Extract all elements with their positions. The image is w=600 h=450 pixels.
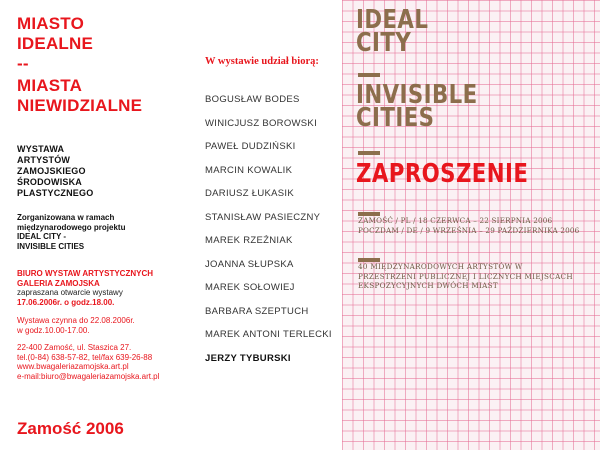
artist-item: JOANNA SŁUPSKA <box>205 258 294 270</box>
address-line: 22-400 Zamość, ul. Staszica 27. <box>17 343 132 352</box>
poster-desc-line: EKSPOZYCYJNYCH DWÓCH MIAST <box>358 281 498 290</box>
bureau-line: 17.06.2006r. o godz.18.00. <box>17 297 115 307</box>
invitation-poster <box>342 0 600 450</box>
poster-desc-line: 40 MIĘDZYNARODOWYCH ARTYSTÓW W <box>358 262 523 271</box>
artist-item: BARBARA SZEPTUCH <box>205 305 309 317</box>
poster-dash-divider <box>358 73 380 77</box>
bureau-line: zapraszana otwarcie wystawy <box>17 288 123 298</box>
exhibition-line: WYSTAWA <box>17 144 65 154</box>
artist-item: PAWEŁ DUDZIŃSKI <box>205 141 296 152</box>
artist-item: DARIUSZ ŁUKASIK <box>205 188 294 199</box>
bureau-line: GALERIA ZAMOJSKA <box>17 278 100 288</box>
artist-item: WINICJUSZ BOROWSKI <box>205 117 318 129</box>
artist-list <box>205 94 332 376</box>
artist-item: MAREK RZEŹNIAK <box>205 235 293 246</box>
title-line-4: MIASTA <box>17 76 83 95</box>
exhibition-description <box>17 144 93 199</box>
bureau-line: BIURO WYSTAW ARTYSTYCZNYCH <box>17 269 153 278</box>
organized-line: IDEAL CITY - <box>17 232 67 242</box>
title-line-5: NIEWIDZIALNE <box>17 96 143 115</box>
poster-date-zamosc: ZAMOŚĆ / PL / 18 CZERWCA – 22 SIERPNIA 2006 <box>358 216 553 225</box>
poster-desc-line: PRZESTRZENI PUBLICZNEJ I LICZNYCH MIEJSCACH <box>358 271 573 281</box>
poster-heading-ideal: IDEAL <box>356 5 429 35</box>
artist-item: BOGUSŁAW BODES <box>205 94 300 105</box>
artist-item: JERZY TYBURSKI <box>205 352 291 364</box>
contact-info <box>17 343 159 381</box>
title-line-2: IDEALNE <box>17 34 94 53</box>
bureau-invitation <box>17 269 153 307</box>
artist-item: MAREK ANTONI TERLECKI <box>205 329 332 340</box>
artist-item: MAREK SOŁOWIEJ <box>205 282 295 293</box>
poster-heading-cities: CITIES <box>356 103 435 133</box>
exhibition-line: ZAMOJSKIEGO <box>17 166 86 176</box>
opening-line: w godz.10.00-17.00. <box>17 325 90 335</box>
title-line-3: -- <box>17 54 29 73</box>
phone-line: tel.(0-84) 638-57-82, tel/fax 639-26-88 <box>17 352 153 362</box>
exhibition-line: ARTYSTÓW <box>17 155 71 165</box>
organized-note <box>17 213 125 251</box>
participants-heading: W wystawie udział biorą: <box>205 56 319 67</box>
organized-line: INVISIBLE CITIES <box>17 241 85 251</box>
organized-line: Zorganizowana w ramach <box>17 213 115 222</box>
opening-line: Wystawa czynna do 22.08.2006r. <box>17 316 135 325</box>
exhibition-line: ŚRODOWISKA <box>17 177 82 187</box>
organized-line: międzynarodowego projektu <box>17 222 126 232</box>
exhibition-line: PLASTYCZNEGO <box>17 188 94 198</box>
poster-date-poczdam: POCZDAM / DE / 9 WRZEŚNIA – 29 PAŹDZIERNIKA 2006 <box>358 225 580 235</box>
opening-hours <box>17 316 135 335</box>
poster-heading-invisible: INVISIBLE <box>356 80 478 110</box>
title-line-1: MIASTO <box>17 14 85 33</box>
poster-dash-divider <box>358 151 380 155</box>
poster-heading-city: CITY <box>356 28 412 58</box>
artist-item: MARCIN KOWALIK <box>205 164 293 176</box>
artist-item: STANISŁAW PASIECZNY <box>205 211 321 223</box>
poster-description <box>358 262 573 291</box>
website-link[interactable]: www.bwagaleriazamojska.art.pl <box>17 362 129 372</box>
email-link[interactable]: e-mail:biuro@bwagaleriazamojska.art.pl <box>17 371 160 381</box>
footer-city-year: Zamość 2006 <box>17 419 124 438</box>
poster-invitation-title: ZAPROSZENIE <box>356 159 529 189</box>
poster-dates <box>358 216 579 235</box>
